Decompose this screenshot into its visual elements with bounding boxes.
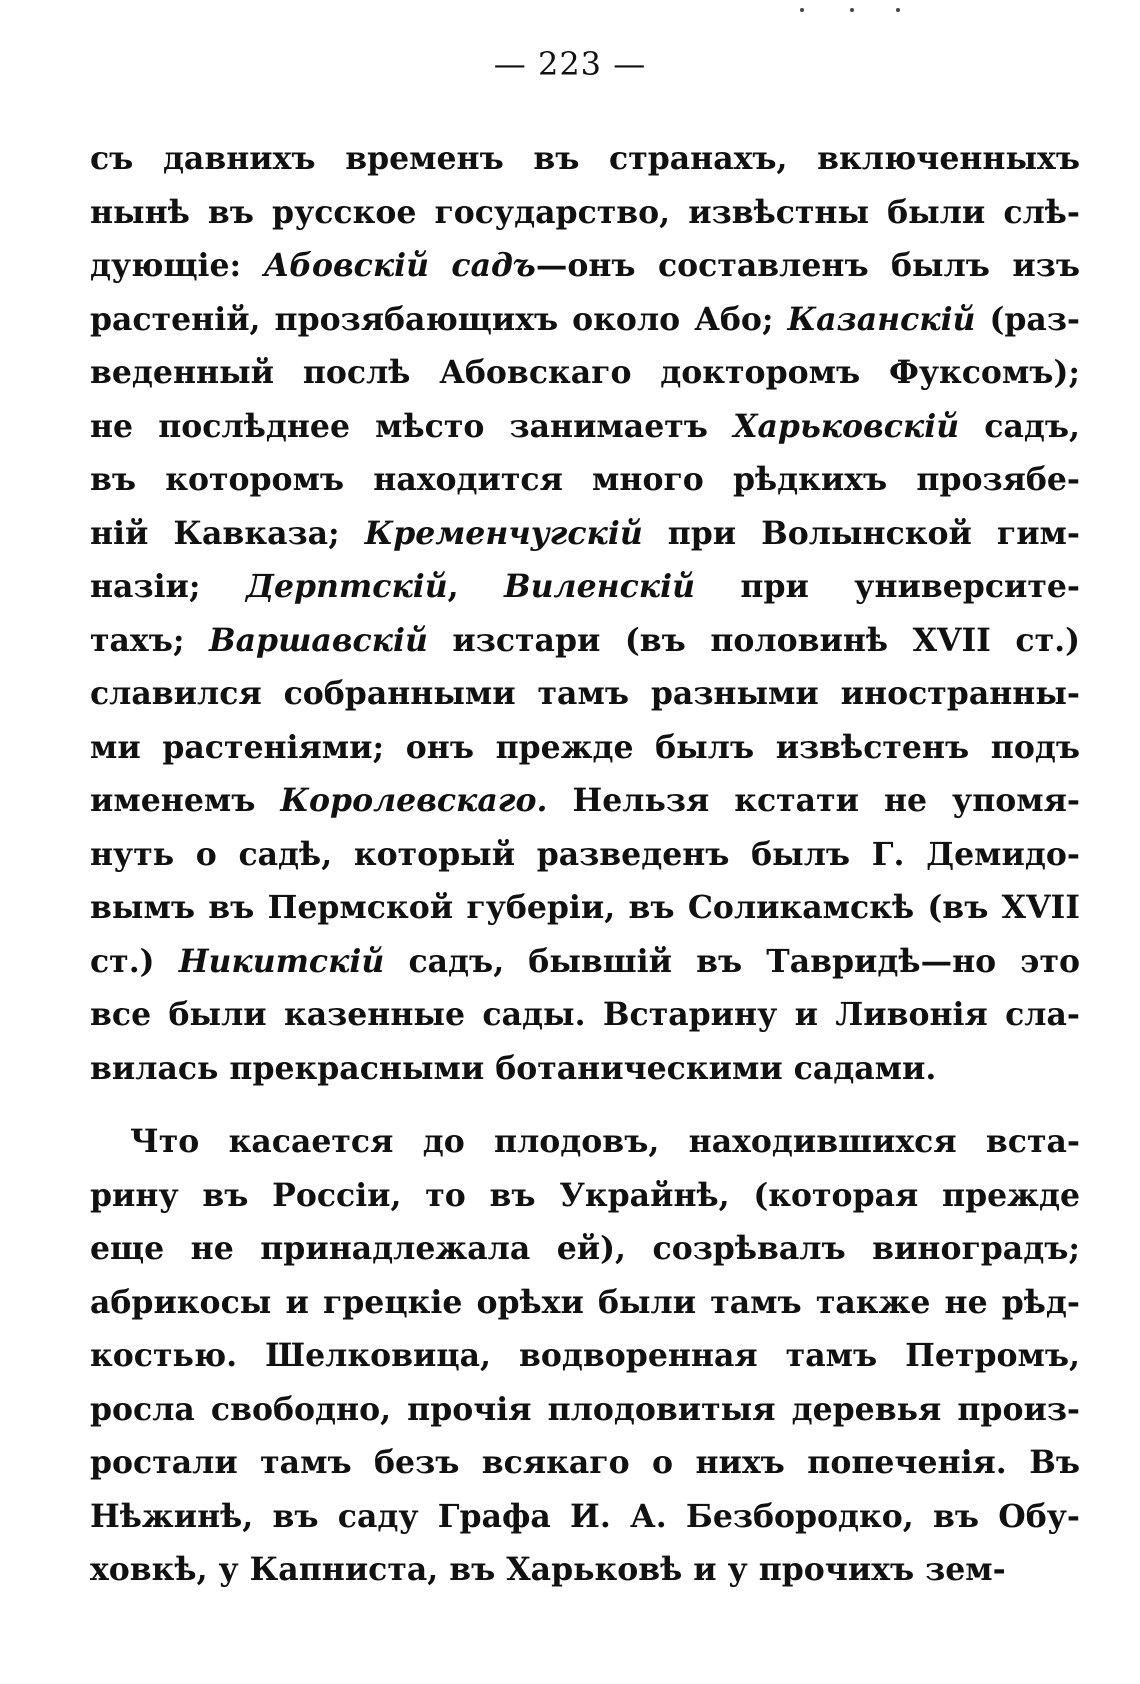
text-span: ній Кавказа;	[90, 514, 365, 552]
text-span: при университе-	[695, 568, 1080, 605]
paragraph-1	[90, 132, 1080, 1095]
text-span: при Волынской гим-	[642, 514, 1080, 552]
text-span: именемъ	[90, 782, 281, 819]
text-line	[90, 453, 1080, 507]
text-span: тахъ;	[90, 621, 210, 659]
text-line	[90, 935, 1080, 989]
italic-span: Никитскій	[178, 942, 385, 980]
text-span: абрикосы и грецкіе орѣхи были тамъ также не рѣд-	[90, 1283, 1080, 1321]
text-line	[90, 186, 1080, 240]
text-line	[90, 400, 1080, 454]
text-line	[90, 1490, 1080, 1544]
speck	[896, 8, 900, 12]
text-span: дующіе:	[90, 247, 264, 284]
text-span: росла свободно, прочія плодовитыя деревья произ-	[90, 1390, 1080, 1428]
text-span: садъ, бывшій въ Тавридѣ—но это	[384, 942, 1080, 980]
text-line	[90, 1222, 1080, 1276]
text-span: славился собранными тамъ разными иностранны-	[90, 675, 1080, 712]
italic-span: Варшавскій	[209, 621, 428, 659]
text-span: Что касается до плодовъ, находившихся вста-	[130, 1123, 1080, 1160]
text-line	[90, 1169, 1080, 1223]
text-line	[90, 721, 1080, 775]
text-span: костью. Шелковица, водворенная тамъ Петромъ,	[90, 1337, 1080, 1374]
text-span: нуть о садѣ, который разведенъ былъ Г. Демидо-	[90, 835, 1080, 873]
text-line	[90, 828, 1080, 882]
text-span: ховкѣ, у Капниста, въ Харьковѣ и у прочихъ зем-	[90, 1551, 1006, 1588]
text-span: рину въ Россіи, то въ Украйнѣ, (которая прежде	[90, 1176, 1080, 1214]
speck	[800, 8, 804, 12]
text-span: растеній, прозябающихъ около Або;	[90, 300, 788, 338]
text-span: все были казенные сады. Встарину и Ливонія сла-	[90, 996, 1080, 1033]
text-span: (раз-	[975, 300, 1080, 338]
text-span: —онъ составленъ былъ изъ	[535, 247, 1080, 284]
text-line	[90, 346, 1080, 400]
text-line	[90, 1042, 1080, 1096]
text-line	[90, 507, 1080, 561]
text-line	[90, 1276, 1080, 1330]
text-line	[90, 1383, 1080, 1437]
page-number: — 223 —	[493, 45, 647, 83]
text-span: назіи;	[90, 568, 246, 605]
text-line	[90, 293, 1080, 347]
text-span: вилась прекрасными ботаническими садами.	[90, 1049, 937, 1087]
italic-span: Королевскаго.	[280, 782, 548, 819]
text-line	[90, 560, 1080, 614]
text-line	[90, 239, 1080, 293]
italic-span: Абовскій садъ	[263, 247, 536, 284]
text-span: изстари (въ половинѣ XVII ст.)	[427, 621, 1080, 659]
italic-span: Кременчугскій	[364, 514, 643, 552]
text-span: еще не принадлежала ей), созрѣвалъ виноградъ;	[90, 1230, 1080, 1267]
text-line	[90, 667, 1080, 721]
text-span: ростали тамъ безъ всякаго о нихъ попеченія. Въ	[90, 1444, 1080, 1481]
text-span: ,	[447, 568, 505, 605]
text-span: Нѣжинѣ, въ саду Графа И. А. Безбородко, въ Обу-	[90, 1497, 1080, 1535]
text-span: ст.)	[90, 942, 179, 980]
italic-span: Виленскій	[504, 568, 695, 605]
italic-span: Казанскій	[787, 300, 976, 338]
paragraph-2	[90, 1115, 1080, 1597]
text-span: не послѣднее мѣсто занимаетъ	[90, 407, 734, 445]
text-line	[90, 988, 1080, 1042]
text-line	[90, 774, 1080, 828]
text-line	[90, 1115, 1080, 1169]
text-span: нынѣ въ русское государство, извѣстны были слѣ-	[90, 193, 1080, 231]
text-line	[90, 881, 1080, 935]
italic-span: Харьковскій	[733, 407, 960, 445]
text-span: веденный послѣ Абовскаго докторомъ Фуксомъ);	[90, 354, 1080, 391]
print-specks	[800, 8, 900, 16]
text-span: ми растеніями; онъ прежде былъ извѣстенъ подъ	[90, 728, 1080, 766]
text-span: вымъ въ Пермской губеріи, въ Соликамскѣ (въ XVII	[90, 889, 1080, 926]
text-line	[90, 1543, 1080, 1597]
italic-span: Дерптскій	[245, 568, 448, 605]
speck	[850, 8, 854, 12]
text-span: съ давнихъ временъ въ странахъ, включенныхъ	[90, 140, 1080, 177]
text-line	[90, 132, 1080, 186]
text-line	[90, 1329, 1080, 1383]
text-span: Нельзя кстати не упомя-	[547, 782, 1080, 819]
text-line	[90, 614, 1080, 668]
text-span: садъ,	[959, 407, 1080, 445]
text-span: въ которомъ находится много рѣдкихъ прозябе-	[90, 461, 1080, 498]
text-line	[90, 1436, 1080, 1490]
